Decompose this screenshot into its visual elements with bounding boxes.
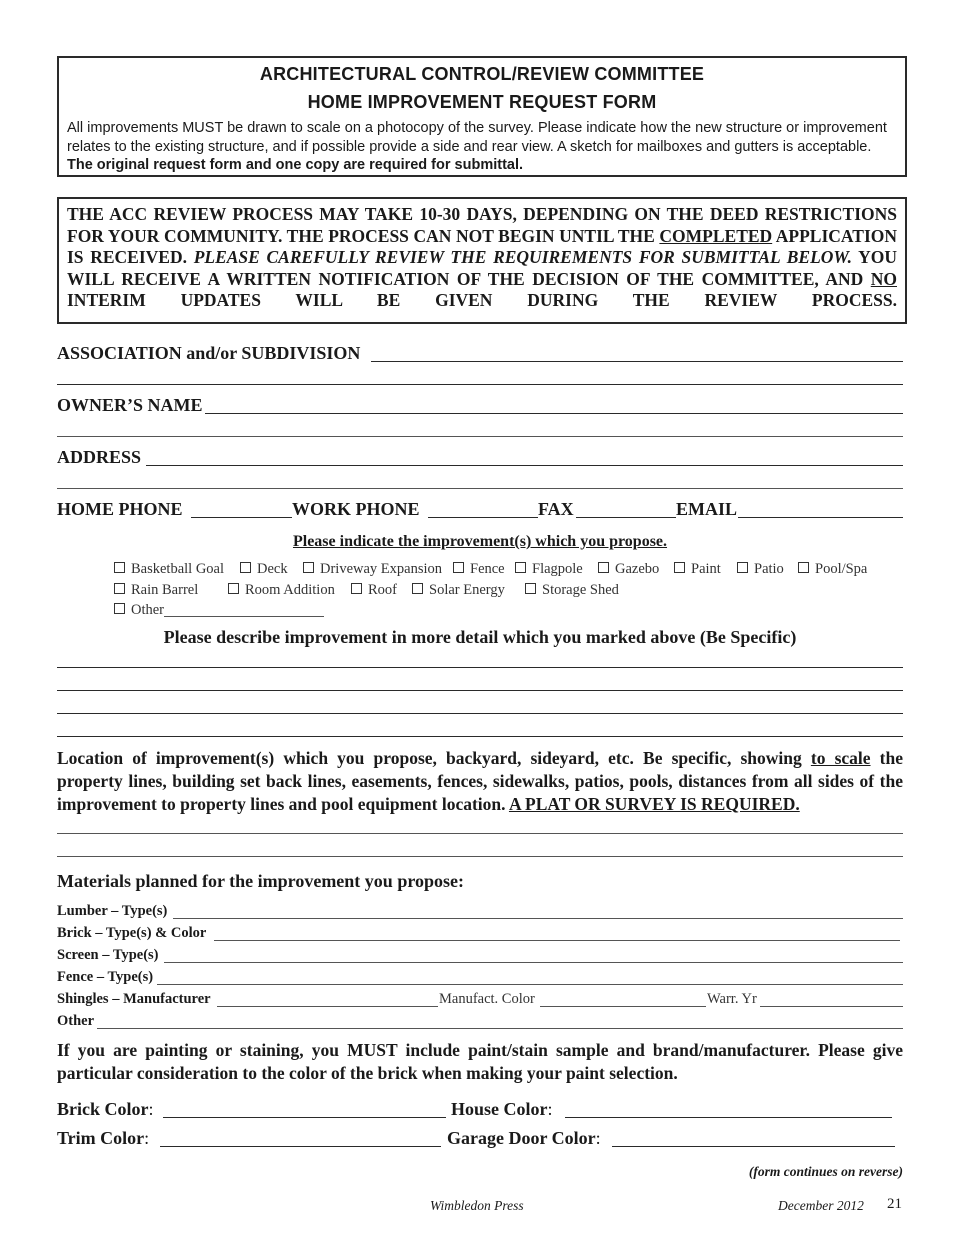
location-plat-required: A PLAT OR SURVEY IS REQUIRED. [508,794,800,814]
other-material-label: Other [57,1013,95,1029]
checkbox-driveway-expansion[interactable] [303,561,442,578]
home-phone-field[interactable] [191,517,292,518]
owner-name-field[interactable] [205,413,903,414]
house-color-field[interactable] [565,1117,892,1118]
owner-name-field-line2[interactable] [57,436,903,437]
checkbox-label: Patio [754,561,784,577]
location-part1: Location of improvement(s) which you propose, backyard, sideyard, etc. Be specific, showing [57,748,811,768]
checkbox-label: Deck [257,561,288,577]
shingles-label: Shingles – Manufacturer [57,991,211,1007]
checkbox-label: Paint [691,561,721,577]
checkbox-storage-shed[interactable] [525,582,619,599]
checkbox-label: Room Addition [245,582,335,598]
house-color-label [451,1099,553,1120]
address-label: ADDRESS [57,447,142,467]
trim-color-field[interactable] [160,1146,441,1147]
trim-color-text: Trim Color [57,1128,145,1148]
checkbox-paint[interactable] [674,561,721,578]
notice-part4: INTERIM UPDATES WILL BE GIVEN DURING THE REVIEW PROCESS. [67,290,897,311]
checkbox-square[interactable] [525,583,536,594]
checkbox-rain-barrel[interactable] [114,582,198,599]
notice-completed: COMPLETED [659,225,773,246]
warranty-label: Warr. Yr [707,991,757,1007]
checkbox-square[interactable] [303,562,314,573]
garage-door-color-text: Garage Door Color [447,1128,596,1148]
checkbox-roof[interactable] [351,582,397,599]
form-title-request: HOME IMPROVEMENT REQUEST FORM [307,92,657,112]
association-field[interactable] [371,361,903,362]
colon: : [144,1128,150,1148]
brick-color-field[interactable] [163,1117,446,1118]
owner-name-label: OWNER’S NAME [57,395,203,415]
fax-label: FAX [538,499,574,519]
location-field-line2[interactable] [57,856,903,857]
checkbox-label: Storage Shed [542,582,619,598]
checkbox-square[interactable] [453,562,464,573]
notice-no: NO [870,268,897,289]
work-phone-label: WORK PHONE [292,499,420,519]
describe-field-line4[interactable] [57,736,903,737]
checkbox-label: Fence [470,561,505,577]
intro-body: All improvements MUST be drawn to scale on a photocopy of the survey. Please indicate how the new structure or improvement relates to the existing structure, and if possible provide a side and rear view. A sketch for mailboxes and gutters is acceptable. [67,120,887,155]
describe-field-line3[interactable] [57,713,903,714]
lumber-field[interactable] [173,918,903,919]
email-field[interactable] [738,517,903,518]
checkbox-gazebo[interactable] [598,561,659,578]
fence-type-field[interactable] [157,984,903,985]
checkbox-label: Basketball Goal [131,561,225,577]
checkbox-square[interactable] [737,562,748,573]
notice-part2: APPLICATION IS RECEIVED. [67,225,898,268]
checkbox-square[interactable] [412,583,423,594]
checkbox-square[interactable] [351,583,362,594]
notice-italic: PLEASE CAREFULLY REVIEW THE REQUIREMENTS FOR SUBMITTAL BELOW. [193,247,853,268]
publisher-name: Wimbledon Press [430,1198,524,1213]
checkbox-square[interactable] [114,562,125,573]
fence-type-label: Fence – Type(s) [57,969,154,985]
garage-door-color-field[interactable] [612,1146,895,1147]
checkbox-pool-spa[interactable] [798,561,867,578]
notice-box [57,197,907,324]
email-label: EMAIL [676,499,738,519]
improvements-heading: Please indicate the improvement(s) which you propose. [292,533,668,550]
form-title-committee: ARCHITECTURAL CONTROL/REVIEW COMMITTEE [259,64,705,84]
checkbox-square[interactable] [798,562,809,573]
describe-field-line2[interactable] [57,690,903,691]
checkbox-label: Gazebo [615,561,660,577]
publication-date: December 2012 [778,1198,864,1213]
intro-submittal-note: The original request form and one copy are required for submittal. [67,157,524,173]
checkbox-square[interactable] [515,562,526,573]
checkbox-label: Flagpole [532,561,583,577]
brick-color-text: Brick Color [57,1099,149,1119]
location-instructions [57,747,903,816]
manufact-color-field[interactable] [540,1006,706,1007]
lumber-label: Lumber – Type(s) [57,903,168,919]
checkbox-square[interactable] [228,583,239,594]
colon: : [547,1099,553,1119]
checkbox-other[interactable] [114,602,164,619]
form-continues-note: (form continues on reverse) [748,1164,903,1179]
checkbox-square[interactable] [240,562,251,573]
checkbox-basketball-goal[interactable] [114,561,224,578]
location-field-line1[interactable] [57,833,903,834]
notice-part1: THE ACC REVIEW PROCESS MAY TAKE 10-30 DAYS, DEPENDING ON THE DEED RESTRICTIONS FOR YOUR COMMUNITY. THE PROCESS CAN NOT BEGIN UNTIL THE [67,204,897,246]
checkbox-room-addition[interactable] [228,582,335,599]
checkbox-deck[interactable] [240,561,288,578]
location-part2: the property lines, building set back lines, easements, fences, sidewalks, patios, pools, distances from all sides of the improvement to property lines and pool equipment location. [57,748,903,814]
checkbox-square[interactable] [674,562,685,573]
checkbox-label: Rain Barrel [131,582,199,598]
checkbox-square[interactable] [114,603,125,614]
brick-type-field[interactable] [214,940,900,941]
checkbox-flagpole[interactable] [515,561,583,578]
notice-part3: YOU WILL RECEIVE A WRITTEN NOTIFICATION OF THE DECISION OF THE COMMITTEE, AND [67,247,897,289]
brick-type-label: Brick – Type(s) & Color [57,925,207,941]
association-field-line2[interactable] [57,384,903,385]
brick-color-label [57,1099,154,1120]
address-field[interactable] [146,465,903,466]
address-field-line2[interactable] [57,488,903,489]
checkbox-square[interactable] [598,562,609,573]
checkbox-patio[interactable] [737,561,784,578]
other-material-field[interactable] [97,1028,903,1029]
colon: : [148,1099,154,1119]
home-phone-label: HOME PHONE [57,499,183,519]
manufact-color-label: Manufact. Color [439,991,535,1007]
checkbox-solar-energy[interactable] [412,582,505,599]
checkbox-square[interactable] [114,583,125,594]
intro-text [67,119,897,175]
materials-heading: Materials planned for the improvement you propose: [57,871,464,891]
checkbox-fence[interactable] [453,561,505,578]
checkbox-label: Solar Energy [429,582,505,598]
painting-note: If you are painting or staining, you MUST include paint/stain sample and brand/manufacturer. Please give particular consideration to the color of the brick when making your paint selection. [57,1040,903,1083]
other-improvement-field[interactable] [164,616,324,617]
checkbox-label: Pool/Spa [815,561,868,577]
screen-label: Screen – Type(s) [57,947,159,963]
colon: : [595,1128,601,1148]
work-phone-field[interactable] [428,517,538,518]
checkbox-label: Roof [368,582,397,598]
checkbox-label: Driveway Expansion [320,561,443,577]
header-box [57,56,907,177]
notice-text [67,204,897,312]
location-to-scale: to scale [810,748,871,768]
describe-heading: Please describe improvement in more detail which you marked above (Be Specific) [163,627,797,647]
screen-field[interactable] [164,962,903,963]
garage-door-color-label [447,1128,601,1149]
association-label: ASSOCIATION and/or SUBDIVISION [57,343,361,363]
describe-field-line1[interactable] [57,667,903,668]
page-number: 21 [887,1196,902,1212]
warranty-field[interactable] [760,1006,903,1007]
trim-color-label [57,1128,149,1149]
fax-field[interactable] [576,517,676,518]
shingles-manufacturer-field[interactable] [217,1006,438,1007]
checkbox-label: Other [131,602,165,618]
house-color-text: House Color [451,1099,548,1119]
